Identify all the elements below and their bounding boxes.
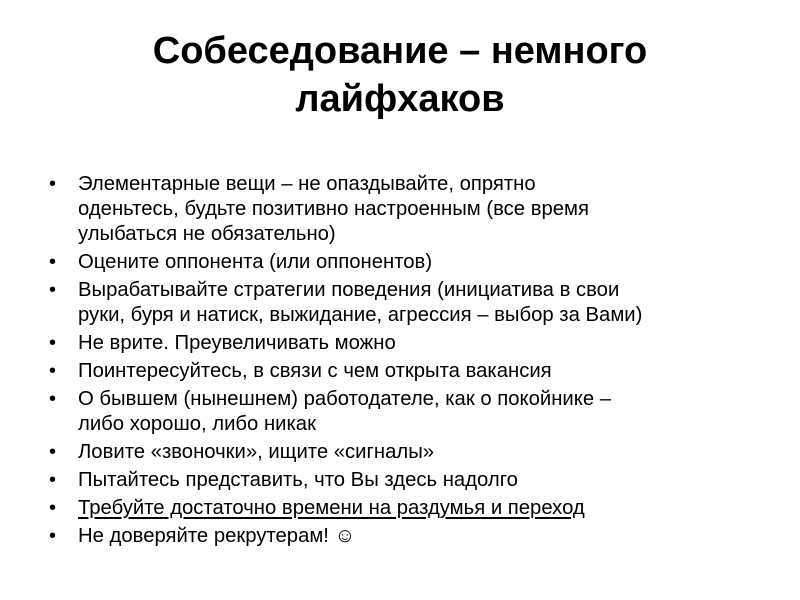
bullet-dot: • (49, 279, 57, 301)
bullet-item-ask-about-vacancy (48, 359, 748, 384)
bullet-item-dont-trust-recruiters (48, 524, 748, 549)
bullet-text: Ловите «звоночки», ищите «сигналы» (78, 441, 435, 463)
bullet-dot: • (49, 469, 57, 491)
bullet-text: Требуйте достаточно времени на раздумья и переход (78, 497, 585, 519)
bullet-dot: • (49, 173, 57, 195)
bullet-dot: • (49, 251, 57, 273)
bullet-dot: • (49, 360, 57, 382)
bullet-dot: • (49, 525, 57, 547)
bullet-item-arrive-on-time (48, 172, 748, 247)
bullet-dot: • (49, 388, 57, 410)
bullet-dot: • (49, 497, 57, 519)
bullet-text: Вырабатывайте стратегии поведения (инициатива в свои руки, буря и натиск, выжидание, агрессия – выбор за Вами) (78, 279, 643, 326)
bullet-text: Оцените оппонента (или оппонентов) (78, 251, 433, 273)
bullet-item-former-employer (48, 387, 748, 437)
bullet-item-dont-lie (48, 331, 748, 356)
bullet-item-request-time (48, 496, 748, 521)
bullet-item-behavior-strategies (48, 278, 748, 328)
bullet-text: Не доверяйте рекрутерам! ☺ (78, 525, 356, 547)
bullet-text: Элементарные вещи – не опаздывайте, опрятно оденьтесь, будьте позитивно настроенным (все время улыбаться не обязательно) (78, 173, 589, 245)
bullet-list (48, 172, 748, 552)
bullet-text: О бывшем (нынешнем) работодателе, как о покойнике – либо хорошо, либо никак (78, 388, 612, 435)
bullet-item-here-long-term (48, 468, 748, 493)
bullet-text: Поинтересуйтесь, в связи с чем открыта вакансия (78, 360, 552, 382)
bullet-dot: • (49, 332, 57, 354)
bullet-item-assess-opponent (48, 250, 748, 275)
bullet-text: Не врите. Преувеличивать можно (78, 332, 396, 354)
slide-title-line-1: Собеседование – немного (152, 30, 648, 72)
bullet-item-catch-signals (48, 440, 748, 465)
slide-title (40, 27, 760, 123)
bullet-dot: • (49, 441, 57, 463)
bullet-text: Пытайтесь представить, что Вы здесь надолго (78, 469, 518, 491)
slide-title-line-2: лайфхаков (295, 78, 505, 120)
